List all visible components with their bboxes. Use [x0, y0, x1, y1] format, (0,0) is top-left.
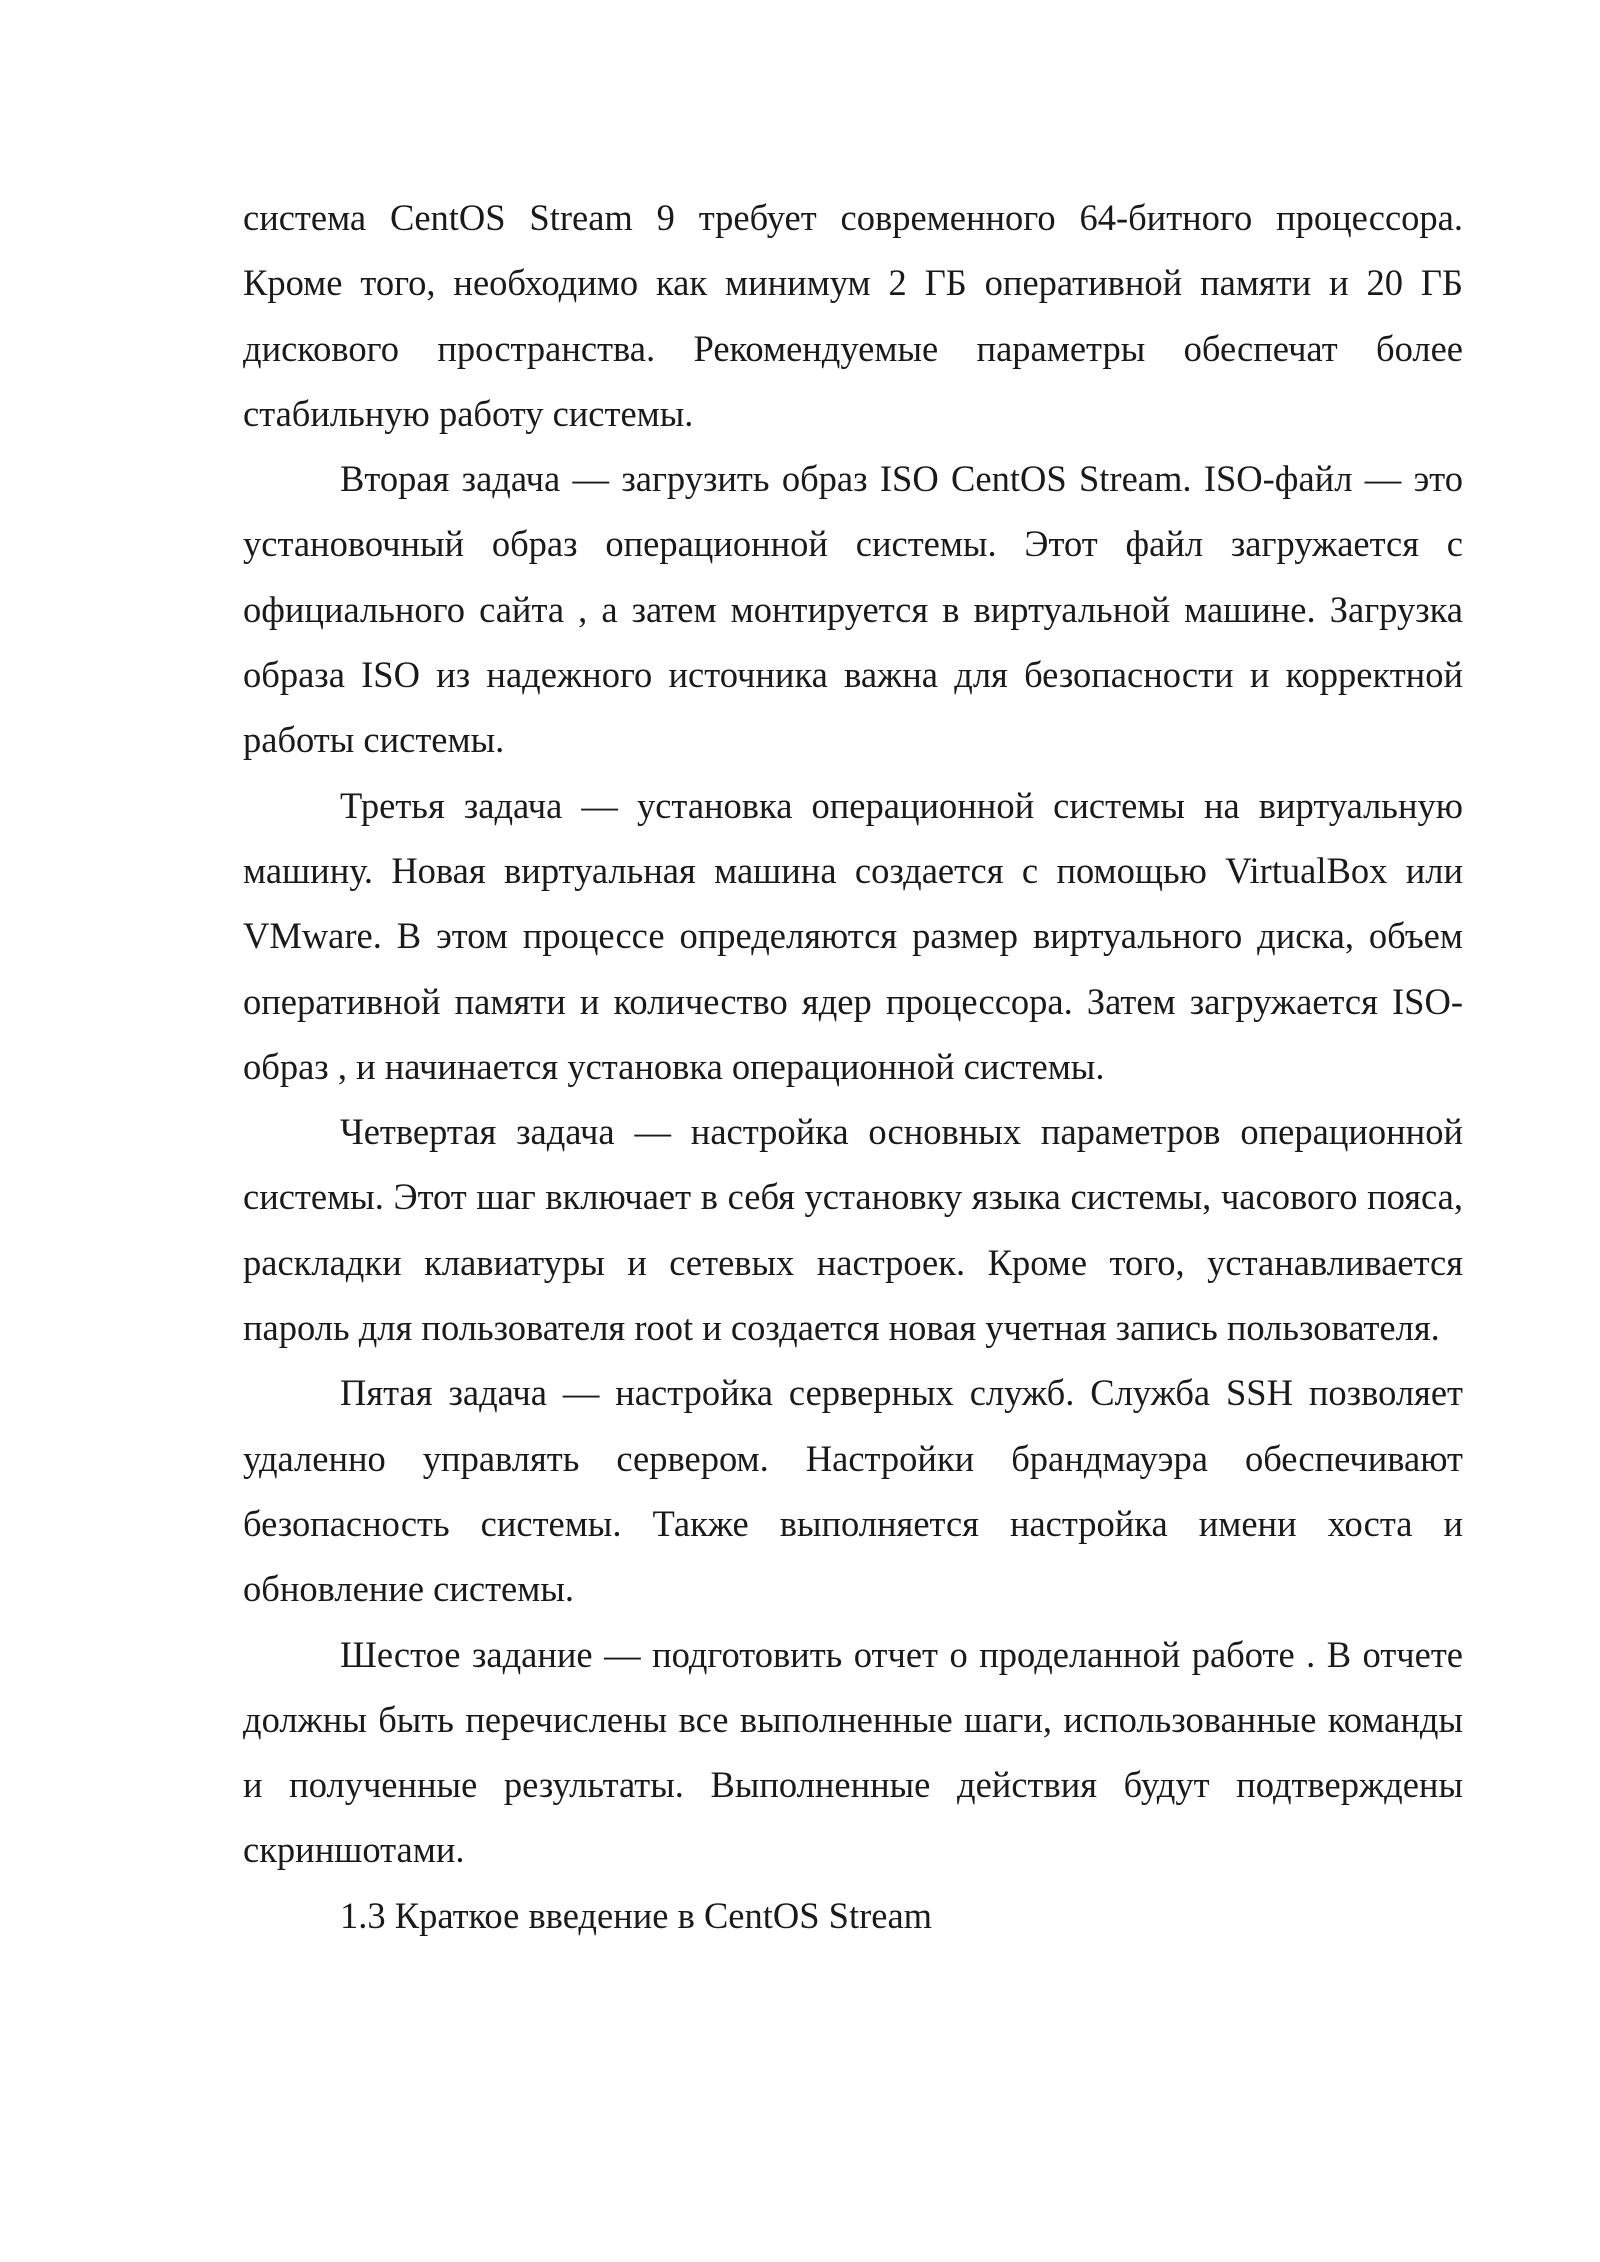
paragraph-system-requirements: система CentOS Stream 9 требует современного 64-битного процессора. Кроме того, необходимо как минимум 2 ГБ оперативной памяти и 20 ГБ дискового пространства. Рекомендуемые параметры обеспечат более стабильную работу системы.	[243, 197, 1463, 434]
paragraph-task-six: Шестое задание — подготовить отчет о проделанной работе . В отчете должны быть перечислены все выполненные шаги, использованные команды и полученные результаты. Выполненные действия будут подтверждены скриншотами.	[243, 1633, 1463, 1871]
paragraph-task-three: Третья задача — установка операционной системы на виртуальную машину. Новая виртуальная машина создается с помощью VirtualBox или VMware. В этом процессе определяются размер виртуального диска, объем оперативной памяти и количество ядер процессора. Затем загружается ISO-образ , и начинается установка операционной системы.	[243, 784, 1463, 1087]
document-body	[243, 185, 1463, 1948]
paragraph-task-four: Четвертая задача — настройка основных параметров операционной системы. Этот шаг включает в себя установку языка системы, часового пояса, раскладки клавиатуры и сетевых настроек. Кроме того, устанавливается пароль для пользователя root и создается новая учетная запись пользователя.	[243, 1111, 1463, 1349]
section-heading: 1.3 Краткое введение в CentOS Stream	[340, 1894, 933, 1936]
paragraph-task-five: Пятая задача — настройка серверных служб. Служба SSH позволяет удаленно управлять сервером. Настройки брандмауэра обеспечивают безопасность системы. Также выполняется настройка имени хоста и обновление системы.	[243, 1372, 1463, 1610]
paragraph-task-two: Вторая задача — загрузить образ ISO CentOS Stream. ISO-файл — это установочный образ операционной системы. Этот файл загружается с официального сайта , а затем монтируется в виртуальной машине. Загрузка образа ISO из надежного источника важна для безопасности и корректной работы системы.	[243, 458, 1463, 761]
